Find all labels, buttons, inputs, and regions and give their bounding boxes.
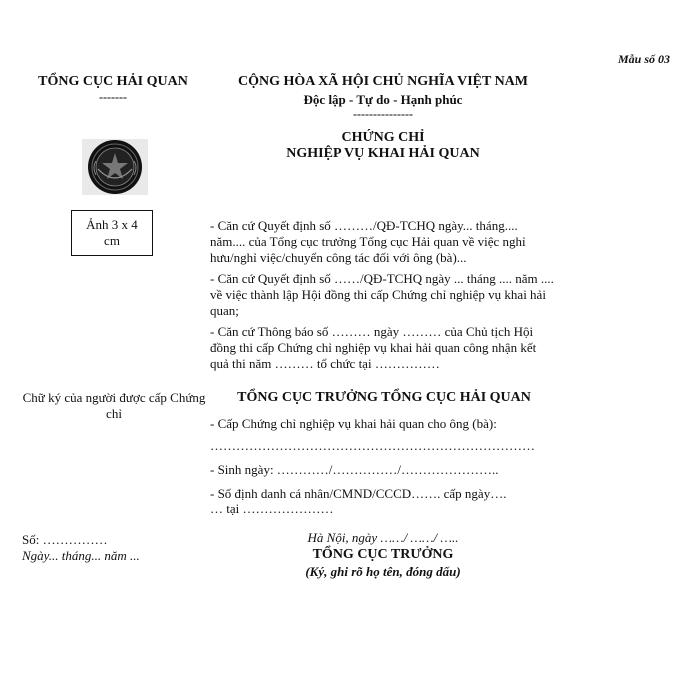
form-number: Mẫu số 03 [617, 52, 670, 66]
certificate-date: Ngày... tháng... năm ... [22, 548, 140, 563]
certificate-number: Số: …………… [22, 532, 108, 547]
basis-paragraph-1: - Căn cứ Quyết định số ………/QĐ-TCHQ ngày... tháng.... năm.... của Tổng cục trưởng Tổng cục Hải quan về việc nghỉ hưu/nghỉ việc/chuyển công tác đối với ông (bà)... [210, 218, 526, 265]
certificate-title [226, 130, 540, 162]
date-of-birth-field: - Sinh ngày: …………/……………/………………….. [210, 462, 499, 477]
id-number-field: - Số định danh cá nhân/CMND/CCCD……. cấp ngày…. [210, 486, 507, 501]
holder-signature-label: Chữ ký của người được cấp Chứng chỉ [22, 390, 206, 421]
basis-paragraph-2: - Căn cứ Quyết định số ……/QĐ-TCHQ ngày ... tháng .... năm .... về việc thành lập Hội đồng thi cấp Chứng chỉ nghiệp vụ khai hải quan; [210, 271, 554, 318]
id-issue-place-field: … tại ………………… [210, 501, 334, 516]
nation-name: CỘNG HÒA XÃ HỘI CHỦ NGHĨA VIỆT NAM [237, 74, 528, 89]
photo-placeholder [71, 210, 153, 256]
customs-emblem-icon [82, 139, 148, 195]
agency-name: TỔNG CỤC HẢI QUAN [38, 74, 188, 89]
title-line-1: CHỨNG CHỈ [341, 130, 425, 145]
legal-basis [210, 218, 554, 377]
right-header [226, 74, 540, 120]
basis-paragraph-3: - Căn cứ Thông báo số ……… ngày ……… của Chủ tịch Hội đồng thi cấp Chứng chỉ nghiệp vụ khai hải quan công nhận kết quả thi năm ……… tổ chức tại …………… [210, 324, 537, 371]
signer-note: (Ký, ghi rõ họ tên, đóng dấu) [305, 564, 461, 579]
title-line-2: NGHIỆP VỤ KHAI HẢI QUAN [286, 146, 480, 161]
photo-unit-label: cm [104, 233, 120, 248]
left-header [22, 74, 204, 104]
signer-title: TỔNG CỤC TRƯỞNG [312, 547, 454, 562]
director-heading: TỔNG CỤC TRƯỞNG TỔNG CỤC HẢI QUAN [237, 390, 531, 405]
motto-rule: --------------- [353, 107, 413, 121]
photo-size-label: Ảnh 3 x 4 [86, 217, 138, 232]
motto: Độc lập - Tự do - Hạnh phúc [303, 92, 463, 107]
place-date: Hà Nội, ngày ……/ ……/ ….. [307, 530, 459, 545]
issue-statement: - Cấp Chứng chỉ nghiệp vụ khai hải quan cho ông (bà): [210, 416, 497, 431]
holder-name-field: ………………………………………………………………… [210, 438, 535, 453]
signature-block [226, 530, 540, 580]
agency-rule: ------- [99, 90, 127, 104]
